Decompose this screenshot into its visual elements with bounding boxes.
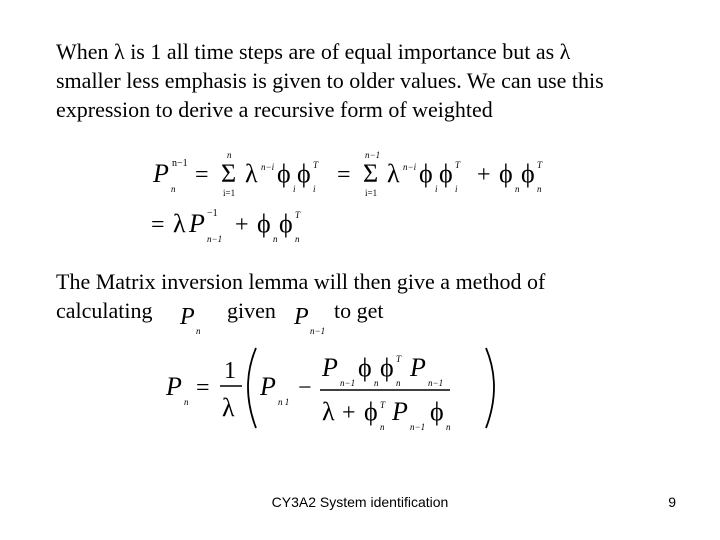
svg-text:n−i: n−i (403, 162, 417, 172)
svg-text:T: T (396, 354, 402, 364)
svg-text:n: n (227, 150, 232, 160)
lemma-word-calculating: calculating (56, 298, 153, 323)
svg-text:ϕ: ϕ (419, 159, 433, 188)
svg-text:+: + (477, 162, 491, 188)
matrix-inversion-result-equation (160, 342, 510, 437)
svg-text:n: n (184, 397, 189, 407)
svg-text:n: n (515, 184, 520, 194)
inline-p-n-minus-1-graphic (292, 296, 332, 336)
svg-text:ϕ: ϕ (364, 397, 378, 426)
svg-text:P: P (166, 372, 182, 401)
svg-text:λ: λ (387, 159, 400, 188)
svg-text:1: 1 (224, 358, 236, 384)
lemma-paragraph (56, 267, 676, 325)
svg-text:P: P (189, 209, 205, 238)
svg-text:n: n (396, 378, 401, 388)
svg-text:n−1: n−1 (340, 378, 356, 388)
svg-text:ϕ: ϕ (257, 209, 271, 238)
svg-text:λ: λ (245, 159, 258, 188)
svg-text:n−1: n−1 (172, 158, 188, 169)
svg-text:n−1: n−1 (365, 150, 381, 160)
footer-title: CY3A2 System identification (271, 494, 449, 510)
page-number: 9 (668, 494, 676, 510)
svg-text:n: n (171, 184, 176, 194)
svg-text:n 1: n 1 (278, 397, 290, 407)
svg-text:n−i: n−i (261, 162, 275, 172)
svg-text:λ: λ (322, 397, 335, 426)
intro-line-2: smaller less emphasis is given to older values. We can use this (56, 68, 604, 93)
svg-text:P: P (392, 397, 408, 426)
svg-text:n: n (537, 184, 542, 194)
equation-2-graphic (160, 342, 510, 437)
svg-text:−1: −1 (207, 208, 218, 219)
svg-text:+: + (235, 212, 249, 238)
svg-text:P: P (294, 304, 309, 330)
lemma-word-given: given (227, 298, 276, 323)
svg-text:ϕ: ϕ (358, 353, 372, 382)
svg-text:ϕ: ϕ (499, 159, 513, 188)
svg-text:ϕ: ϕ (439, 159, 453, 188)
svg-text:Σ: Σ (363, 159, 379, 188)
svg-text:P: P (180, 304, 195, 330)
svg-text:=: = (337, 162, 351, 188)
svg-text:i=1: i=1 (365, 188, 378, 198)
svg-text:λ: λ (222, 393, 235, 422)
svg-text:n: n (374, 378, 379, 388)
svg-text:=: = (195, 162, 209, 188)
svg-text:n: n (446, 422, 451, 432)
lemma-line-1: The Matrix inversion lemma will then give a method of (56, 269, 546, 294)
inline-p-n-minus-1 (292, 296, 332, 341)
svg-text:n−1: n−1 (410, 422, 426, 432)
svg-text:n−1: n−1 (428, 378, 444, 388)
intro-paragraph (56, 37, 676, 124)
svg-text:P: P (153, 159, 169, 188)
svg-text:n−1: n−1 (310, 326, 326, 336)
svg-text:i: i (293, 184, 296, 194)
svg-text:n: n (380, 422, 385, 432)
svg-text:Σ: Σ (221, 159, 237, 188)
svg-text:T: T (455, 160, 461, 170)
svg-text:i: i (455, 184, 458, 194)
svg-text:n−1: n−1 (207, 234, 223, 244)
lemma-word-to-get: to get (334, 298, 384, 323)
svg-text:ϕ: ϕ (380, 353, 394, 382)
svg-text:ϕ: ϕ (297, 159, 311, 188)
svg-text:n: n (295, 234, 300, 244)
lemma-line-2 (56, 296, 676, 325)
svg-text:=: = (151, 212, 165, 238)
intro-line-3: expression to derive a recursive form of weighted (56, 97, 493, 122)
equation-1-graphic (145, 140, 565, 250)
svg-text:ϕ: ϕ (279, 209, 293, 238)
svg-text:λ: λ (173, 209, 186, 238)
svg-text:ϕ: ϕ (430, 397, 444, 426)
svg-text:P: P (260, 372, 276, 401)
inline-p-n (178, 296, 214, 341)
svg-text:−: − (298, 375, 312, 401)
svg-text:T: T (313, 160, 319, 170)
recursive-inverse-equation (145, 140, 565, 250)
svg-text:T: T (295, 210, 301, 220)
svg-text:+: + (342, 400, 356, 426)
svg-text:i: i (435, 184, 438, 194)
svg-text:T: T (537, 160, 543, 170)
intro-line-1: When λ is 1 all time steps are of equal importance but as λ (56, 39, 571, 64)
svg-text:T: T (380, 400, 386, 410)
svg-text:i=1: i=1 (223, 188, 236, 198)
svg-text:i: i (313, 184, 316, 194)
svg-text:ϕ: ϕ (521, 159, 535, 188)
svg-text:ϕ: ϕ (277, 159, 291, 188)
svg-text:n: n (196, 326, 201, 336)
inline-p-n-graphic (178, 296, 214, 336)
svg-text:n: n (273, 234, 278, 244)
svg-text:=: = (196, 375, 210, 401)
svg-text:P: P (322, 353, 338, 382)
svg-text:P: P (410, 353, 426, 382)
